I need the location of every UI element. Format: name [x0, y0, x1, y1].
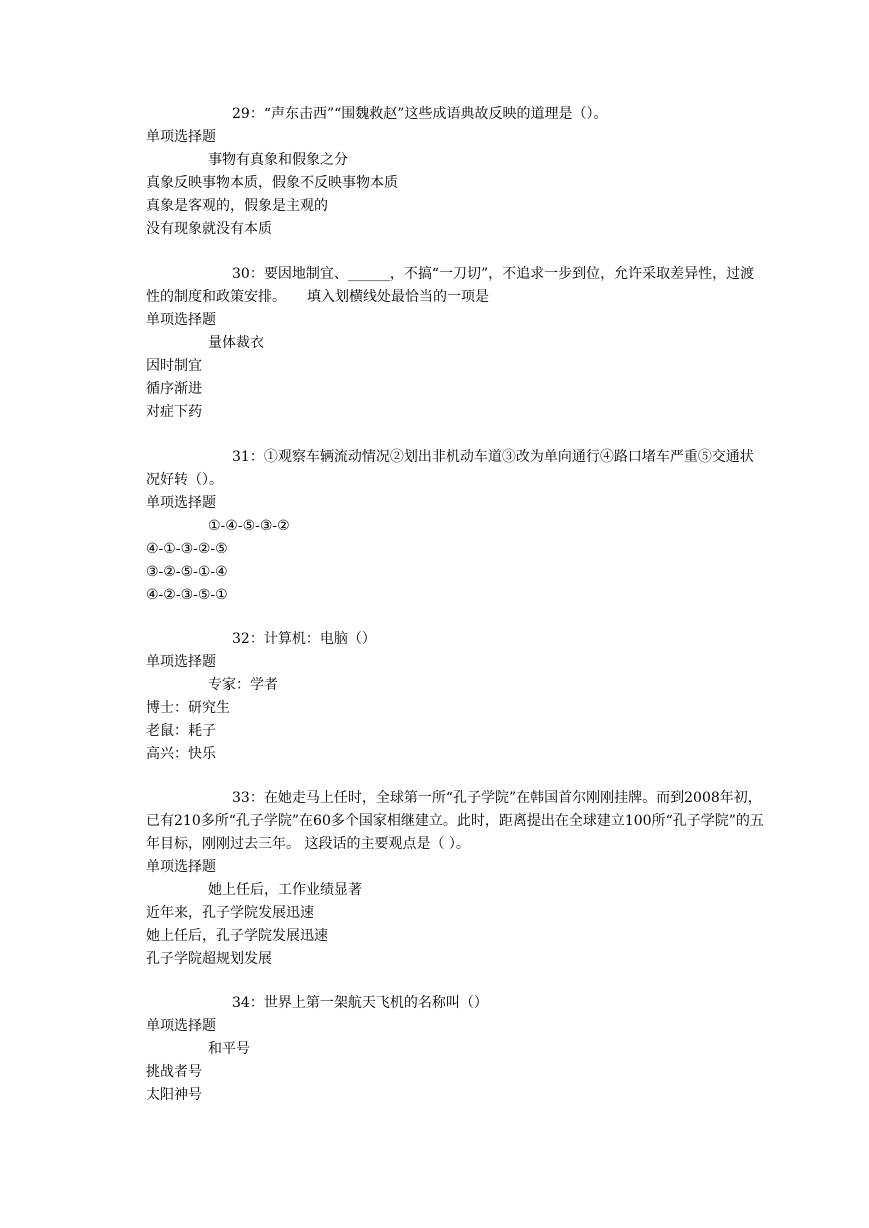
- option-b: 真象反映事物本质，假象不反映事物本质: [146, 175, 398, 191]
- option-d: 没有现象就没有本质: [146, 221, 272, 237]
- question-type: 单项选择题: [146, 495, 216, 511]
- option-b: 因时制宜: [146, 358, 202, 374]
- option-c: 真象是客观的，假象是主观的: [146, 198, 328, 214]
- option-a: ①-④-⑤-③-②: [208, 518, 290, 534]
- question-stem: 32：计算机：电脑（）: [232, 631, 376, 647]
- option-a: 和平号: [208, 1041, 250, 1057]
- option-d: 孔子学院超规划发展: [146, 951, 272, 967]
- option-a: 量体裁衣: [208, 335, 264, 351]
- question-type: 单项选择题: [146, 129, 216, 145]
- option-d: 高兴：快乐: [146, 746, 216, 762]
- option-b: 挑战者号: [146, 1064, 202, 1080]
- question-type: 单项选择题: [146, 312, 216, 328]
- option-d: ④-②-③-⑤-①: [146, 587, 228, 603]
- question-stem: 34：世界上第一架航天飞机的名称叫（）: [232, 995, 488, 1011]
- question-type: 单项选择题: [146, 859, 216, 875]
- option-a: 她上任后，工作业绩显著: [208, 882, 362, 898]
- option-c: 太阳神号: [146, 1087, 202, 1103]
- option-c: ③-②-⑤-①-④: [146, 564, 228, 580]
- question-29: [146, 103, 766, 241]
- option-b: 近年来，孔子学院发展迅速: [146, 905, 314, 921]
- question-31: [146, 446, 766, 607]
- question-stem: 33：在她走马上任时，全球第一所“孔子学院”在韩国首尔刚刚挂牌。而到2008年初，已有210多所“孔子学院”在60多个国家相继建立。此时，距离提出在全球建立100所“孔子学院”的五年目标，刚刚过去三年。 这段话的主要观点是（ ）。: [146, 790, 764, 852]
- question-34: [146, 992, 766, 1107]
- option-d: 对症下药: [146, 404, 202, 420]
- question-stem: 31：①观察车辆流动情况②划出非机动车道③改为单向通行④路口堵车严重⑤交通状况好转（）。: [146, 449, 754, 488]
- option-c: 她上任后，孔子学院发展迅速: [146, 928, 328, 944]
- option-b: 博士：研究生: [146, 700, 230, 716]
- question-stem: 30：要因地制宜、______，不搞“一刀切”，不追求一步到位，允许采取差异性，过渡性的制度和政策安排。 填入划横线处最恰当的一项是: [146, 266, 755, 305]
- question-30: [146, 263, 766, 424]
- option-c: 老鼠：耗子: [146, 723, 216, 739]
- option-a: 事物有真象和假象之分: [208, 152, 348, 168]
- question-type: 单项选择题: [146, 1018, 216, 1034]
- option-c: 循序渐进: [146, 381, 202, 397]
- option-a: 专家：学者: [208, 677, 278, 693]
- question-stem: 29：“声东击西”“围魏救赵”这些成语典故反映的道理是（）。: [232, 106, 608, 122]
- option-b: ④-①-③-②-⑤: [146, 541, 228, 557]
- question-33: [146, 787, 766, 971]
- question-32: [146, 628, 766, 766]
- question-type: 单项选择题: [146, 654, 216, 670]
